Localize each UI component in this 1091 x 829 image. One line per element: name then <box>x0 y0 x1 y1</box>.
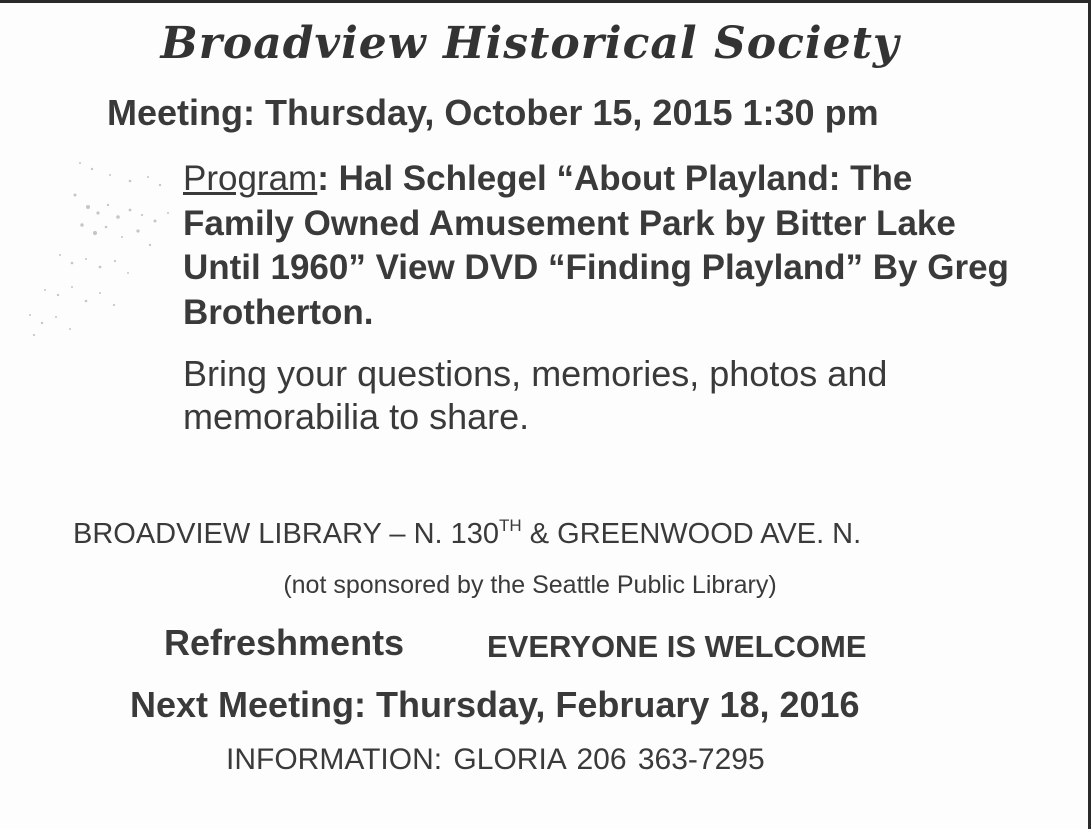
library-location-main: BROADVIEW LIBRARY – N. 130 <box>73 518 500 550</box>
sponsorship-note: (not sponsored by the Seattle Public Library) <box>283 571 777 599</box>
scan-speckle-noise <box>20 155 190 345</box>
scan-edge-top <box>0 0 1091 3</box>
program-description <box>183 157 1023 335</box>
library-location <box>73 516 861 551</box>
welcome-label: EVERYONE IS WELCOME <box>487 629 867 664</box>
contact-information: INFORMATION: GLORIA 206 363-7295 <box>226 743 765 776</box>
program-text: : Hal Schlegel “About Playland: The Family Owned Amusement Park by Bitter Lake Until 1960” View DVD “Finding Playland” By Greg Brotherton. <box>183 159 1009 332</box>
refreshments-label: Refreshments <box>164 622 405 663</box>
library-location-rest: & GREENWOOD AVE. N. <box>521 518 862 550</box>
program-label: Program <box>183 159 318 198</box>
meeting-date: Meeting: Thursday, October 15, 2015 1:30 pm <box>107 92 879 133</box>
next-meeting-date: Next Meeting: Thursday, February 18, 2016 <box>130 684 860 725</box>
bring-questions-text: Bring your questions, memories, photos and memorabilia to share. <box>183 353 888 437</box>
library-location-superscript: TH <box>499 516 522 535</box>
society-title: Broadview Historical Society <box>160 18 900 69</box>
